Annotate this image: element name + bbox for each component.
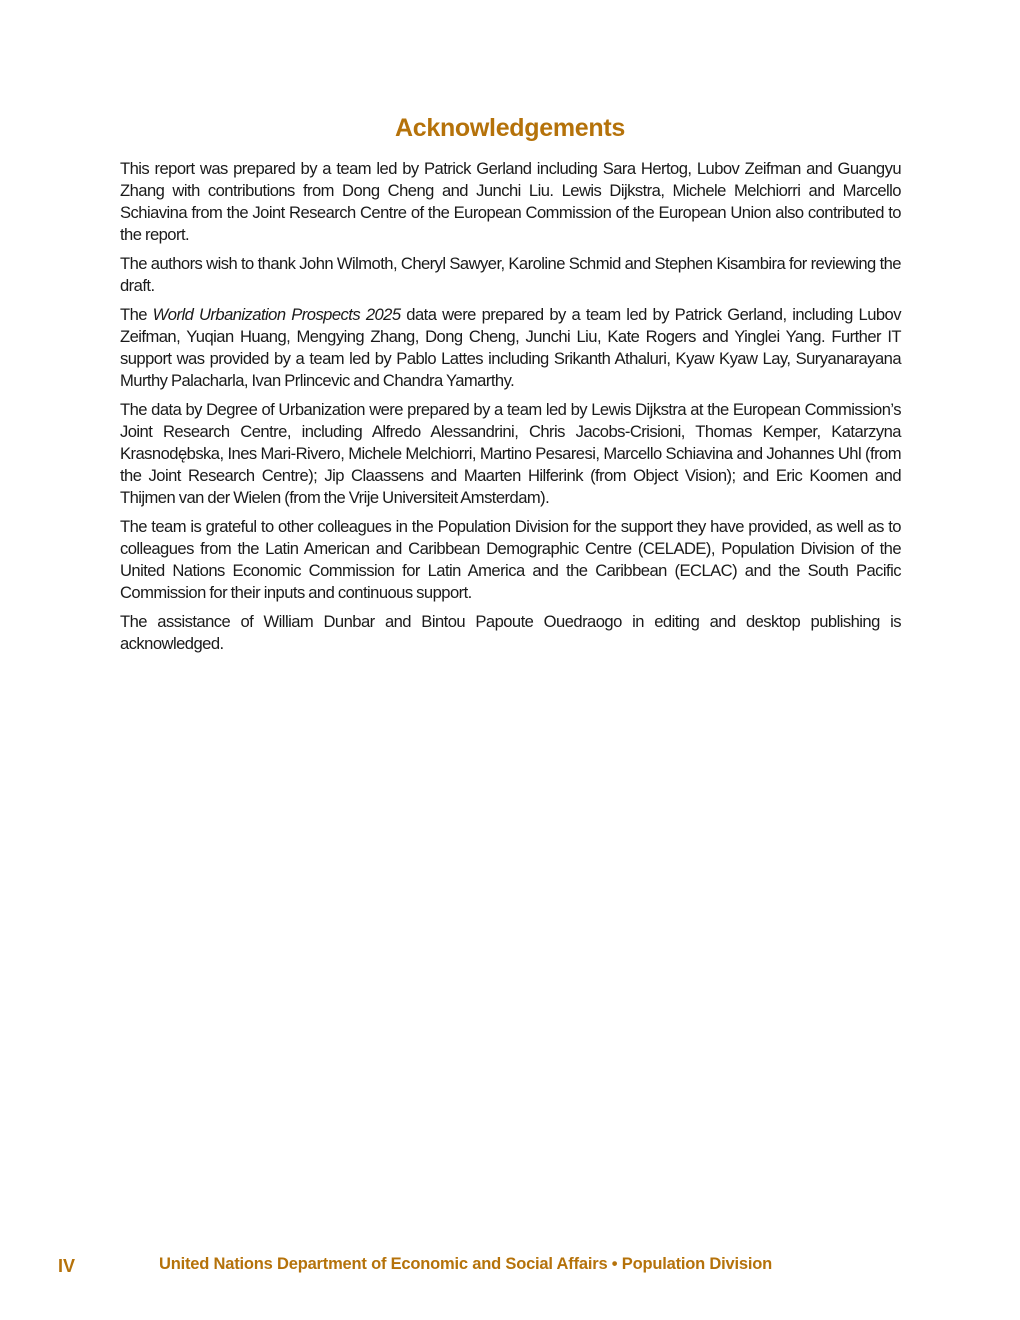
publication-title: World Urbanization Prospects 2025 — [152, 305, 401, 324]
acknowledgements-body — [120, 158, 901, 662]
paragraph: This report was prepared by a team led by Patrick Gerland including Sara Hertog, Lubov Zeifman and Guangyu Zhang with contributions from Dong Cheng and Junchi Liu. Lewis Dijkstra, Michele Melchiorri and Marcello Schiavina from the Joint Research Centre of the European Commission of the European Union also contributed to the report. — [120, 159, 901, 244]
paragraph-prefix: The — [120, 305, 153, 324]
page-number: IV — [58, 1256, 76, 1276]
paragraph: The team is grateful to other colleagues in the Population Division for the support they have provided, as well as to colleagues from the Latin American and Caribbean Demographic Centre (CELADE), Population Division of the United Nations Economic Commission for Latin America and the Caribbean (ECLAC) and the South Pacific Commission for their inputs and continuous support. — [120, 517, 901, 602]
paragraph: The assistance of William Dunbar and Bintou Papoute Ouedraogo in editing and desktop publishing is acknowledged. — [120, 612, 901, 653]
paragraph: The authors wish to thank John Wilmoth, Cheryl Sawyer, Karoline Schmid and Stephen Kisambira for reviewing the draft. — [120, 254, 901, 295]
page-title: Acknowledgements — [395, 114, 625, 142]
footer-text: United Nations Department of Economic and Social Affairs • Population Division — [159, 1255, 772, 1273]
paragraph — [120, 304, 901, 392]
paragraph: The data by Degree of Urbanization were prepared by a team led by Lewis Dijkstra at the European Commission’s Joint Research Centre, including Alfredo Alessandrini, Chris Jacobs-Crisioni, Thomas Kemper, Katarzyna Krasnodębska, Ines Mari-Rivero, Michele Melchiorri, Martino Pesaresi, Marcello Schiavina and Johannes Uhl (from the Joint Research Centre); Jip Claassens and Maarten Hilferink (from Object Vision); and Eric Koomen and Thijmen van der Wielen (from the Vrije Universiteit Amsterdam). — [120, 400, 901, 507]
paragraph-suffix: data were prepared by a team led by Patrick Gerland, including Lubov Zeifman, Yuqian Huang, Mengying Zhang, Dong Cheng, Junchi Liu, Kate Rogers and Yinglei Yang. Further IT support was provided by a team led by Pablo Lattes including Srikanth Athaluri, Kyaw Kyaw Lay, Suryanarayana Murthy Palacharla, Ivan Prlincevic and Chandra Yamarthy. — [120, 305, 901, 390]
